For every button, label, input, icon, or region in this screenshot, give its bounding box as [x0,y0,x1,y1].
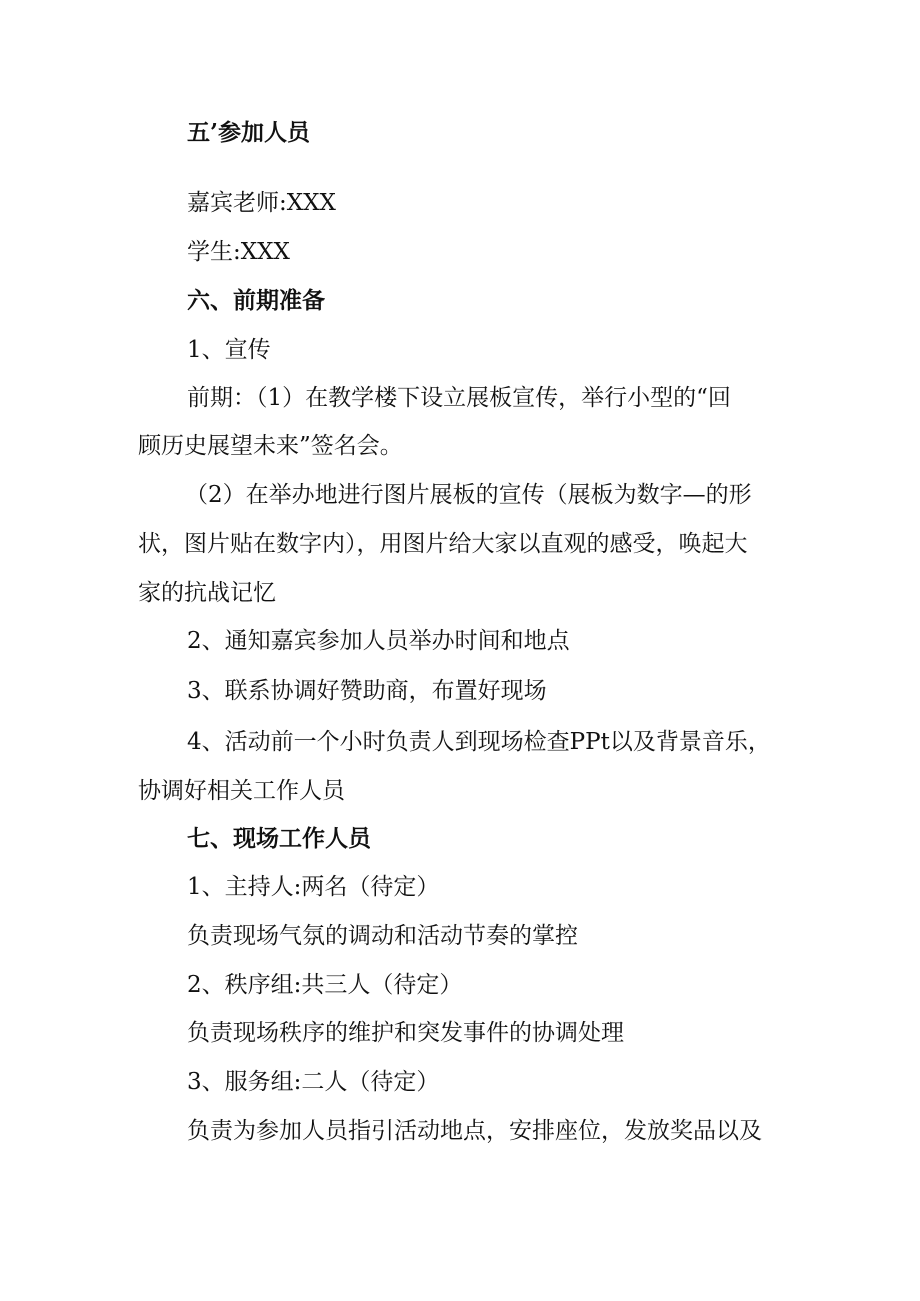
host-desc: 负责现场气氛的调动和活动节奏的掌控 [187,923,578,949]
sub2-line-3: 家的抗战记忆 [138,580,276,606]
section6-heading: 六、前期准备 [187,287,325,314]
check-item-line-1: 4、活动前一个小时负责人到现场检查PPt以及背景音乐， [187,729,771,755]
pre-phase-line-2: 顾历史展望未来”签名会。 [138,433,403,459]
order-group-desc: 负责现场秩序的维护和突发事件的协调处理 [187,1020,624,1046]
notify-guests-item: 2、通知嘉宾参加人员举办时间和地点 [187,628,570,654]
service-group-desc: 负责为参加人员指引活动地点，安排座位，发放奖品以及 [187,1118,762,1144]
sub2-line-1: （2）在举办地进行图片展板的宣传（展板为数字—的形 [185,482,752,508]
host-item: 1、主持人:两名（待定） [187,874,440,900]
sponsor-item: 3、联系协调好赞助商，布置好现场 [187,678,547,704]
section5-heading: 五’参加人员 [187,119,311,146]
pre-phase-line-1: 前期：（1）在教学楼下设立展板宣传，举行小型的“回 [187,385,731,411]
section7-heading: 七、现场工作人员 [187,825,371,852]
service-group-item: 3、服务组:二人（待定） [187,1069,440,1095]
publicity-title: 1、宣传 [187,337,271,363]
guests-line: 嘉宾老师:XXX [187,190,336,216]
sub2-line-2: 状，图片贴在数字内），用图片给大家以直观的感受，唤起大 [138,531,748,557]
students-line: 学生:XXX [187,239,290,265]
order-group-item: 2、秩序组:共三人（待定） [187,972,463,998]
check-item-line-2: 协调好相关工作人员 [138,778,345,804]
